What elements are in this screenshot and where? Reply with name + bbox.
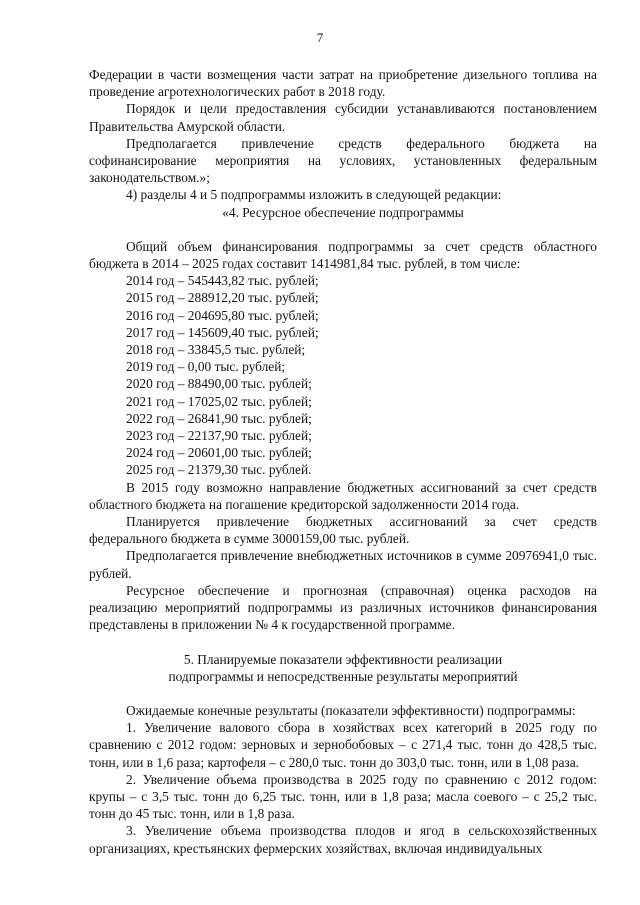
list-item: 2024 год – 20601,00 тыс. рублей; [126,445,312,461]
section-4-heading: «4. Ресурсное обеспечение подпрограммы [222,204,464,220]
list-item: 2017 год – 145609,40 тыс. рублей; [126,324,319,340]
paragraph-federal-funds: Предполагается привлечение средств федерального бюджета на софинансирование мероприятия на условиях, установленных федеральным законодательством.»; [89,135,597,186]
spacer [89,221,597,238]
paragraph-result-1: 1. Увеличение валового сбора в хозяйствах всех категорий в 2025 году по сравнению с 2012 годом: зерновых и зернобобовых – с 271,4 тыс. тонн до 428,5 тыс. тонн, или в 1,6 раза; картофеля – с 280,0 тыс. тонн до 303,0 тыс. тонн, или в 1,08 раза. [89,720,597,770]
list-item: 2016 год – 204695,80 тыс. рублей; [126,307,319,323]
spacer [89,634,597,651]
list-item: 2022 год – 26841,90 тыс. рублей; [126,410,312,426]
paragraph-extrabudgetary: Предполагается привлечение внебюджетных источников в сумме 20976941,0 тыс. рублей. [89,548,597,581]
paragraph-continuation: Федерации в части возмещения части затрат на приобретение дизельного топлива на проведение агротехнологических работ в 2018 году. [89,67,597,100]
section-5-heading-line-2: подпрограммы и непосредственные результаты мероприятий [168,668,518,684]
list-item: 2023 год – 22137,90 тыс. рублей; [126,428,312,444]
paragraph-resource-appendix: Ресурсное обеспечение и прогнозная (справочная) оценка расходов на реализацию мероприятий подпрограммы из различных источников финансирования представлены в приложении № 4 к государственной программе. [89,582,597,633]
page-body [89,66,597,857]
paragraph-result-2: 2. Увеличение объема производства в 2025 году по сравнению с 2012 годом: крупы – с 3,5 тыс. тонн до 6,25 тыс. тонн, или в 1,8 раза; масла соевого – с 25,2 тыс. тонн до 45 тыс. тонн, или в 1,8 раза. [89,771,597,822]
list-item: 2015 год – 288912,20 тыс. рублей; [126,290,319,306]
paragraph-2015-payables: В 2015 году возможно направление бюджетных ассигнований за счет средств областного бюджета на погашение кредиторской задолженности 2014 года. [89,479,597,512]
paragraph-result-3: 3. Увеличение объема производства плодов и ягод в сельскохозяйственных организациях, крестьянских фермерских хозяйствах, включая индивидуальных [89,823,597,856]
list-item: 2014 год – 545443,82 тыс. рублей; [126,273,319,289]
spacer [89,685,597,702]
list-item: 2018 год – 33845,5 тыс. рублей; [126,342,306,358]
paragraph-funding-intro: Общий объем финансирования подпрограммы за счет средств областного бюджета в 2014 – 2025 годах составит 1414981,84 тыс. рублей, в том числе: [89,238,597,272]
list-item: 2020 год – 88490,00 тыс. рублей; [126,376,312,392]
paragraph-federal-allocations: Планируется привлечение бюджетных ассигнований за счет средств федерального бюджета в сумме 3000159,00 тыс. рублей. [89,514,597,547]
list-item: 2019 год – 0,00 тыс. рублей; [126,359,286,375]
list-item: 2021 год – 17025,02 тыс. рублей; [126,393,312,409]
page-number: 7 [316,30,324,45]
paragraph-expected-results: Ожидаемые конечные результаты (показатели эффективности) подпрограммы: [126,702,576,718]
funding-by-year-list [89,272,597,478]
paragraph-subsidy-procedure: Порядок и цели предоставления субсидии устанавливаются постановлением Правительства Амурской области. [89,101,597,134]
section-5-heading-line-1: 5. Планируемые показатели эффективности реализации [183,651,503,667]
paragraph-amendment-item: 4) разделы 4 и 5 подпрограммы изложить в следующей редакции: [126,187,502,203]
list-item: 2025 год – 21379,30 тыс. рублей. [126,462,312,478]
